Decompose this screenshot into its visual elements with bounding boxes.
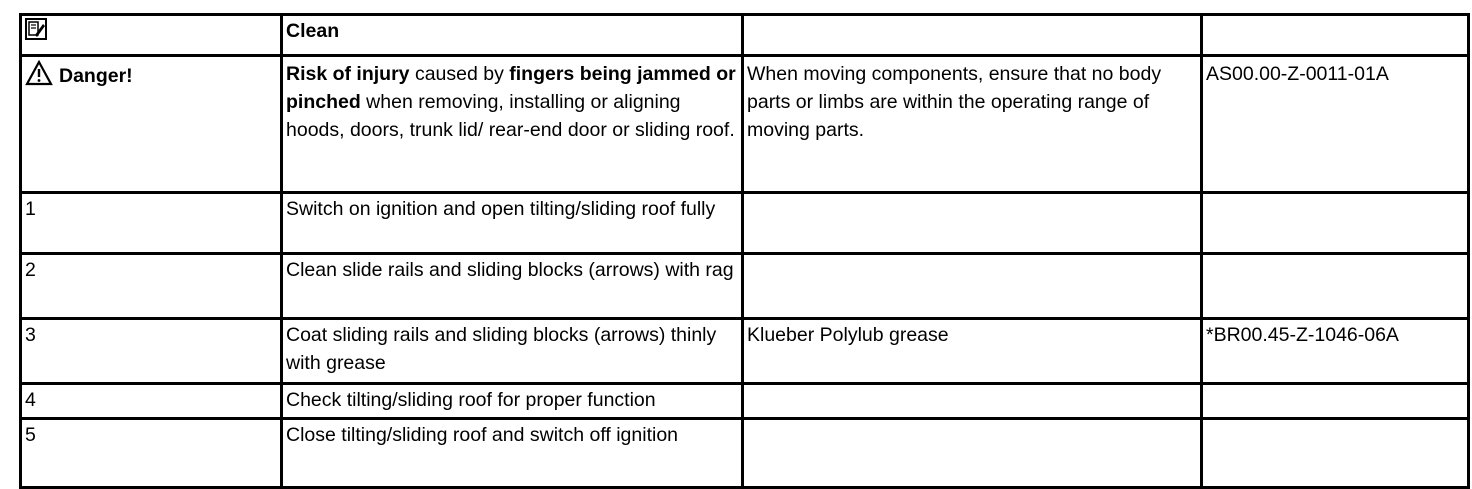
step-note [743,254,1202,319]
table-row [21,254,1469,319]
risk-text: when removing, installing or aligning hoods, doors, trunk lid/ rear-end door or sliding roof. [286,91,735,141]
section-title: Clean [282,15,743,56]
step-note [743,384,1202,419]
step-reference [1202,384,1469,419]
step-reference [1202,419,1469,488]
danger-row [21,56,1469,193]
danger-label-cell [21,56,282,193]
table-row [21,319,1469,384]
danger-risk-text [282,56,743,193]
procedure-table [19,13,1470,489]
table-row [21,419,1469,488]
warning-triangle-icon [25,60,53,86]
step-note [743,419,1202,488]
step-reference: *BR00.45-Z-1046-06A [1202,319,1469,384]
table-row [21,384,1469,419]
risk-text: caused by [409,63,510,85]
step-number: 4 [21,384,282,419]
step-text: Close tilting/sliding roof and switch off ignition [282,419,743,488]
header-empty-cell [1202,15,1469,56]
step-note: Klueber Polylub grease [743,319,1202,384]
step-number: 1 [21,193,282,254]
step-text: Clean slide rails and sliding blocks (arrows) with rag [282,254,743,319]
step-number: 5 [21,419,282,488]
danger-reference: AS00.00-Z-0011-01A [1202,56,1469,193]
step-reference [1202,254,1469,319]
risk-bold-text: fingers being jammed or pinched [286,63,736,113]
document-edit-icon [25,18,47,40]
step-text: Coat sliding rails and sliding blocks (arrows) thinly with grease [282,319,743,384]
header-row [21,15,1469,56]
danger-instruction: When moving components, ensure that no body parts or limbs are within the operating range of moving parts. [743,56,1202,193]
step-reference [1202,193,1469,254]
step-text: Check tilting/sliding roof for proper function [282,384,743,419]
risk-bold-text: Risk of injury [286,63,410,85]
step-number: 2 [21,254,282,319]
header-empty-cell [743,15,1202,56]
step-note [743,193,1202,254]
header-icon-cell [21,15,282,56]
table-row [21,193,1469,254]
step-number: 3 [21,319,282,384]
danger-label: Danger! [59,65,133,87]
step-text: Switch on ignition and open tilting/sliding roof fully [282,193,743,254]
